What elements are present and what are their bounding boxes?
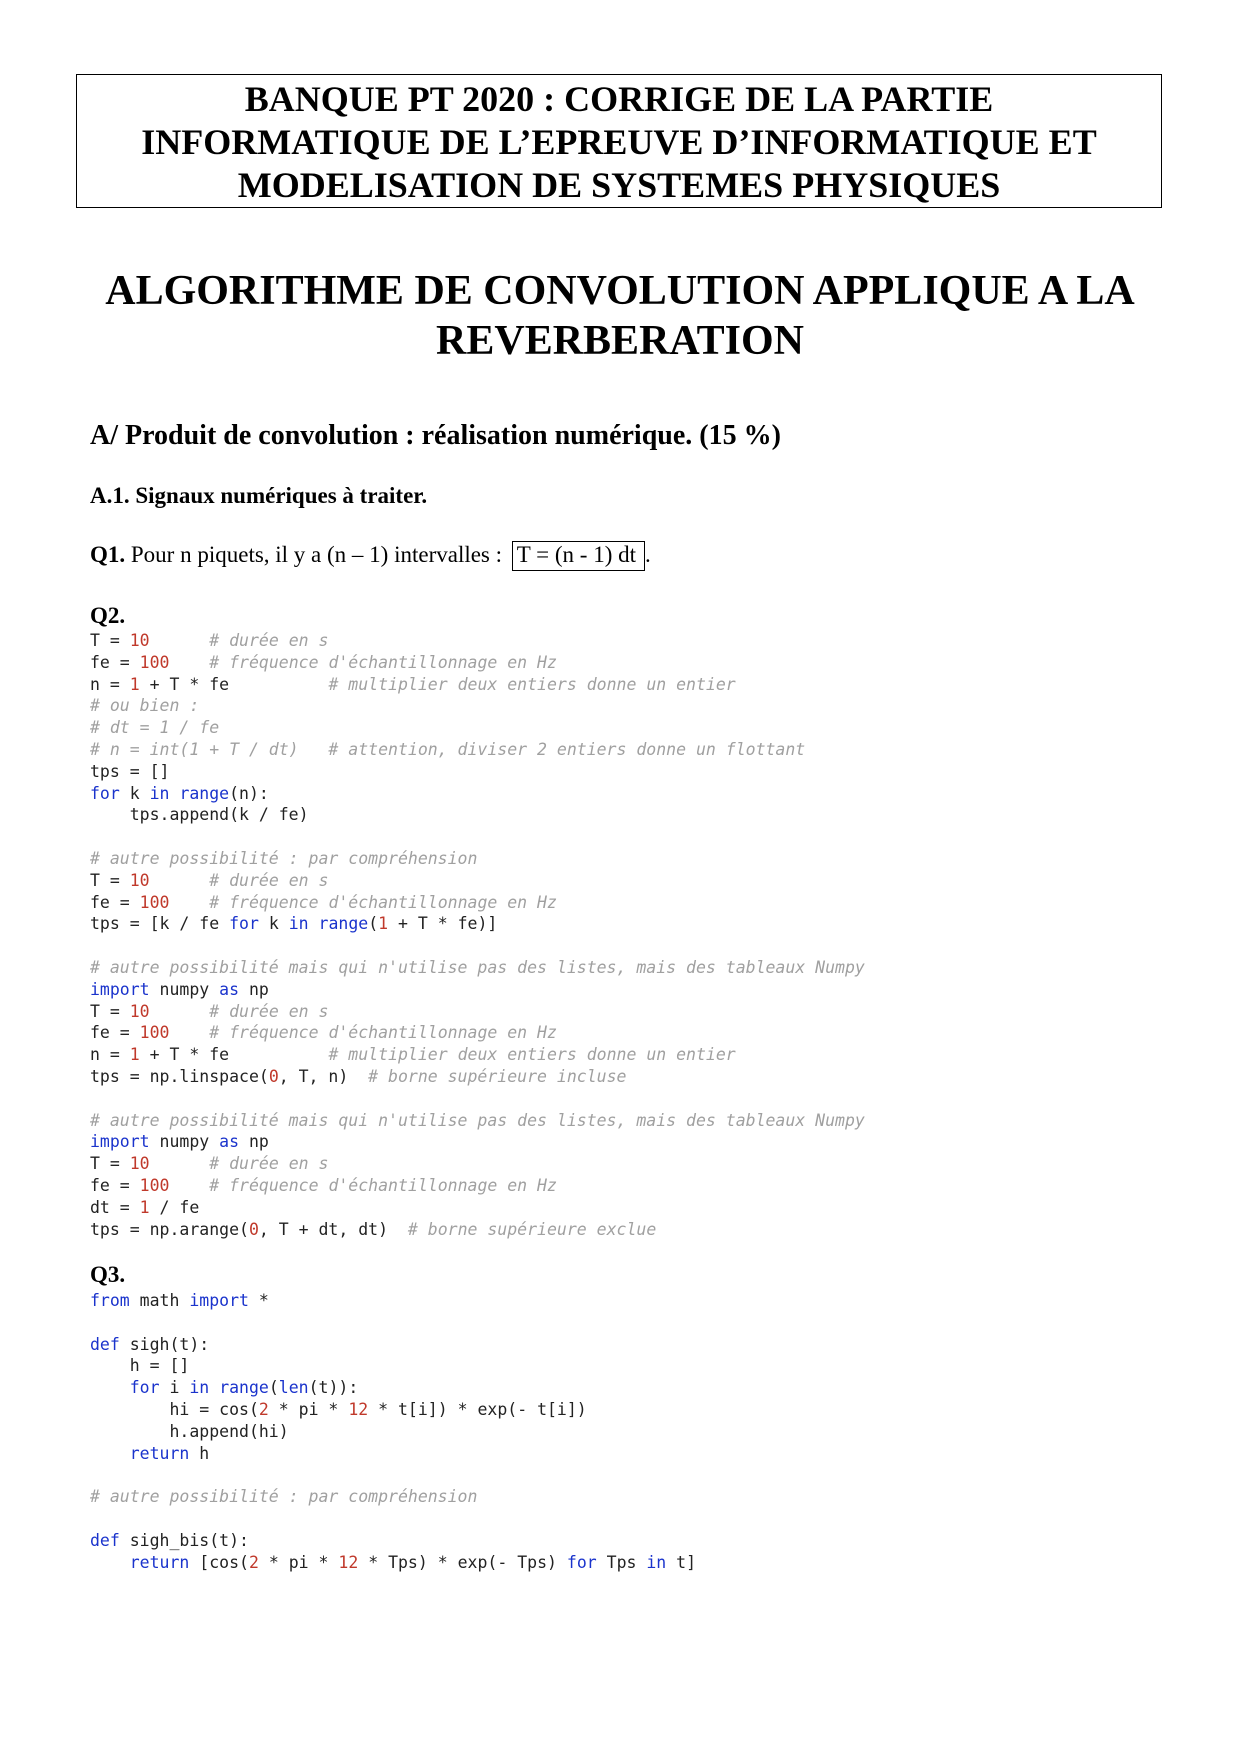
- code-token: 100: [139, 892, 170, 912]
- code-line: [90, 935, 865, 957]
- code-token: # durée en s: [209, 1154, 329, 1174]
- code-token: [90, 1444, 130, 1463]
- code-token: n =: [90, 1045, 130, 1065]
- code-token: for: [566, 1552, 597, 1572]
- code-token: 1: [378, 914, 389, 934]
- code-token: (: [268, 1378, 279, 1398]
- code-token: # borne supérieure exclue: [407, 1219, 657, 1239]
- code-line: [90, 674, 865, 696]
- code-line: [90, 1530, 696, 1552]
- code-token: hi = cos(: [90, 1399, 259, 1419]
- code-token: h = []: [90, 1356, 190, 1376]
- code-line: [90, 630, 865, 652]
- code-line: [90, 1552, 696, 1574]
- code-token: # fréquence d'échantillonnage en Hz: [209, 892, 557, 912]
- code-token: [150, 1002, 210, 1021]
- code-token: k: [119, 783, 150, 803]
- code-token: n =: [90, 674, 130, 694]
- code-line: [90, 826, 865, 848]
- code-token: fe =: [90, 1175, 140, 1195]
- code-token: [cos(: [189, 1552, 249, 1572]
- code-token: # durée en s: [209, 1001, 329, 1021]
- code-token: 1: [129, 1045, 140, 1065]
- code-token: in: [149, 783, 170, 803]
- code-token: dt =: [90, 1197, 140, 1217]
- code-token: numpy: [149, 1132, 220, 1152]
- code-token: fe =: [90, 892, 140, 912]
- code-token: # dt = 1 / fe: [90, 718, 220, 738]
- code-token: np: [239, 979, 269, 999]
- code-token: fe =: [90, 1023, 140, 1043]
- code-token: import: [90, 1132, 150, 1152]
- code-token: math: [129, 1291, 190, 1310]
- code-token: [169, 1176, 209, 1195]
- code-token: Tps: [596, 1552, 647, 1572]
- code-token: as: [219, 1132, 240, 1152]
- code-line: [90, 1399, 696, 1421]
- code-token: [90, 1378, 130, 1397]
- question-text: Pour n piquets, il y a (n – 1) intervalles :: [125, 542, 508, 567]
- code-token: for: [129, 1378, 160, 1398]
- code-token: [209, 1378, 219, 1397]
- code-line: [90, 761, 865, 783]
- code-token: tps = []: [90, 761, 170, 781]
- code-token: len: [278, 1378, 309, 1398]
- code-line: [90, 1175, 865, 1197]
- code-token: import: [90, 979, 150, 999]
- code-token: + T * fe)]: [388, 914, 498, 934]
- code-token: * t[i]) * exp(- t[i]): [368, 1399, 587, 1419]
- code-line: [90, 1044, 865, 1066]
- code-token: T =: [90, 1001, 130, 1021]
- code-line: [90, 783, 865, 805]
- code-line: [90, 1421, 696, 1443]
- code-line: [90, 1219, 865, 1241]
- question-3-label: Q3.: [90, 1262, 126, 1287]
- code-token: range: [219, 1378, 269, 1398]
- code-token: [150, 1154, 210, 1173]
- code-token: fe =: [90, 652, 140, 672]
- code-token: T =: [90, 1154, 130, 1174]
- code-token: for: [229, 914, 259, 934]
- code-token: # ou bien :: [90, 696, 200, 716]
- code-line: [90, 1312, 696, 1334]
- code-line: [90, 804, 865, 826]
- code-line: [90, 1131, 865, 1153]
- code-line: [90, 1001, 865, 1023]
- code-token: 1: [139, 1197, 150, 1217]
- code-token: + T * fe: [139, 674, 329, 694]
- code-token: in: [189, 1378, 210, 1398]
- subsection-title: A.1. Signaux numériques à traiter.: [90, 483, 428, 508]
- code-token: [170, 784, 180, 803]
- header-line: MODELISATION DE SYSTEMES PHYSIQUES: [237, 165, 1001, 205]
- code-token: [169, 1023, 209, 1042]
- code-token: in: [288, 914, 309, 934]
- code-token: 12: [348, 1399, 369, 1419]
- code-token: 100: [139, 652, 170, 672]
- code-token: # multiplier deux entiers donne un entier: [328, 674, 736, 694]
- code-line: [90, 913, 865, 935]
- code-token: # autre possibilité mais qui n'utilise pas des listes, mais des tableaux Numpy: [90, 1110, 865, 1130]
- code-token: [169, 653, 209, 672]
- code-token: [309, 914, 319, 933]
- code-token: (n):: [229, 783, 269, 803]
- code-token: for: [90, 783, 120, 803]
- code-token: return: [129, 1443, 190, 1463]
- code-token: [150, 631, 210, 650]
- code-line: [90, 1486, 696, 1508]
- code-token: # fréquence d'échantillonnage en Hz: [209, 652, 557, 672]
- code-line: [90, 652, 865, 674]
- code-token: i: [159, 1378, 190, 1398]
- code-token: from: [90, 1291, 130, 1310]
- code-block-q2: [90, 630, 865, 1240]
- code-line: [90, 1355, 696, 1377]
- code-token: 12: [338, 1552, 359, 1572]
- code-line: [90, 1153, 865, 1175]
- code-token: in: [646, 1552, 667, 1572]
- code-token: def: [90, 1334, 120, 1354]
- code-token: tps = np.arange(: [90, 1219, 249, 1239]
- code-line: [90, 1377, 696, 1399]
- code-token: 10: [129, 1154, 150, 1174]
- header-line: BANQUE PT 2020 : CORRIGE DE LA PARTIE: [244, 79, 994, 119]
- code-token: # multiplier deux entiers donne un entier: [328, 1045, 736, 1065]
- code-line: [90, 717, 865, 739]
- code-token: # fréquence d'échantillonnage en Hz: [209, 1023, 557, 1043]
- code-line: [90, 1110, 865, 1132]
- code-token: T =: [90, 870, 130, 890]
- code-token: + T * fe: [139, 1045, 329, 1065]
- code-token: *: [248, 1291, 269, 1310]
- code-token: [90, 1553, 130, 1572]
- code-line: [90, 1088, 865, 1110]
- code-token: 100: [139, 1023, 170, 1043]
- code-token: np: [239, 1132, 269, 1152]
- code-token: t]: [666, 1552, 697, 1572]
- header-line: INFORMATIQUE DE L’EPREUVE D’INFORMATIQUE ET: [141, 122, 1097, 162]
- code-token: # borne supérieure incluse: [368, 1066, 627, 1086]
- code-token: 2: [258, 1399, 269, 1419]
- code-line: [90, 1508, 696, 1530]
- code-line: [90, 695, 865, 717]
- code-line: [90, 892, 865, 914]
- code-line: [90, 1066, 865, 1088]
- code-token: (t)):: [308, 1378, 359, 1398]
- question-2-label: Q2.: [90, 603, 126, 628]
- code-token: tps = np.linspace(: [90, 1066, 269, 1086]
- code-token: # autre possibilité : par compréhension: [90, 848, 478, 868]
- code-token: # durée en s: [209, 631, 329, 650]
- question-1: [90, 541, 651, 571]
- code-line: [90, 1197, 865, 1219]
- code-token: 10: [129, 631, 150, 650]
- code-token: 100: [139, 1175, 170, 1195]
- question-label: Q1.: [90, 542, 126, 567]
- code-token: range: [179, 783, 230, 803]
- code-token: 1: [129, 674, 140, 694]
- code-token: as: [219, 979, 240, 999]
- code-line: [90, 739, 865, 761]
- title-line: ALGORITHME DE CONVOLUTION APPLIQUE A LA: [105, 268, 1135, 314]
- page-title: [60, 266, 1180, 366]
- code-token: T =: [90, 631, 130, 650]
- code-token: 0: [268, 1066, 279, 1086]
- code-token: [169, 893, 209, 912]
- code-token: # durée en s: [209, 870, 329, 890]
- code-block-q3: [90, 1290, 696, 1573]
- code-token: # n = int(1 + T / dt) # attention, diviser 2 entiers donne un flottant: [90, 739, 806, 759]
- code-token: * pi *: [258, 1552, 339, 1572]
- code-token: # fréquence d'échantillonnage en Hz: [209, 1175, 557, 1195]
- section-title: A/ Produit de convolution : réalisation numérique. (15 %): [90, 420, 781, 451]
- title-line: REVERBERATION: [436, 318, 804, 364]
- code-token: 10: [129, 870, 150, 890]
- code-line: [90, 1443, 696, 1465]
- code-token: range: [318, 914, 369, 934]
- code-token: [150, 871, 210, 890]
- code-line: [90, 848, 865, 870]
- code-line: [90, 1022, 865, 1044]
- code-token: sigh(t):: [119, 1334, 210, 1354]
- code-token: * Tps) * exp(- Tps): [358, 1552, 567, 1572]
- code-line: [90, 979, 865, 1001]
- code-token: numpy: [149, 979, 220, 999]
- code-token: tps = [k / fe: [90, 914, 230, 934]
- code-token: * pi *: [268, 1399, 349, 1419]
- code-token: tps.append(k / fe): [90, 805, 309, 825]
- code-token: sigh_bis(t):: [119, 1530, 249, 1550]
- code-line: [90, 957, 865, 979]
- code-token: def: [90, 1530, 120, 1550]
- code-line: [90, 1464, 696, 1486]
- code-token: k: [258, 914, 289, 934]
- code-token: , T + dt, dt): [258, 1219, 408, 1239]
- code-token: h.append(hi): [90, 1421, 289, 1441]
- code-token: # autre possibilité : par compréhension: [90, 1487, 478, 1507]
- code-token: return: [129, 1552, 190, 1572]
- code-line: [90, 1334, 696, 1356]
- code-token: # autre possibilité mais qui n'utilise pas des listes, mais des tableaux Numpy: [90, 957, 865, 977]
- code-token: import: [189, 1291, 249, 1310]
- code-line: [90, 1290, 696, 1312]
- code-line: [90, 870, 865, 892]
- code-token: 10: [129, 1001, 150, 1021]
- code-token: (: [368, 914, 379, 934]
- code-token: 0: [248, 1219, 259, 1239]
- question-text-end: .: [645, 542, 651, 567]
- code-token: , T, n): [278, 1066, 369, 1086]
- code-token: 2: [248, 1552, 259, 1572]
- code-token: h: [189, 1443, 210, 1463]
- header-box: [76, 74, 1162, 208]
- code-token: / fe: [149, 1197, 200, 1217]
- formula-box: T = (n - 1) dt: [512, 541, 645, 571]
